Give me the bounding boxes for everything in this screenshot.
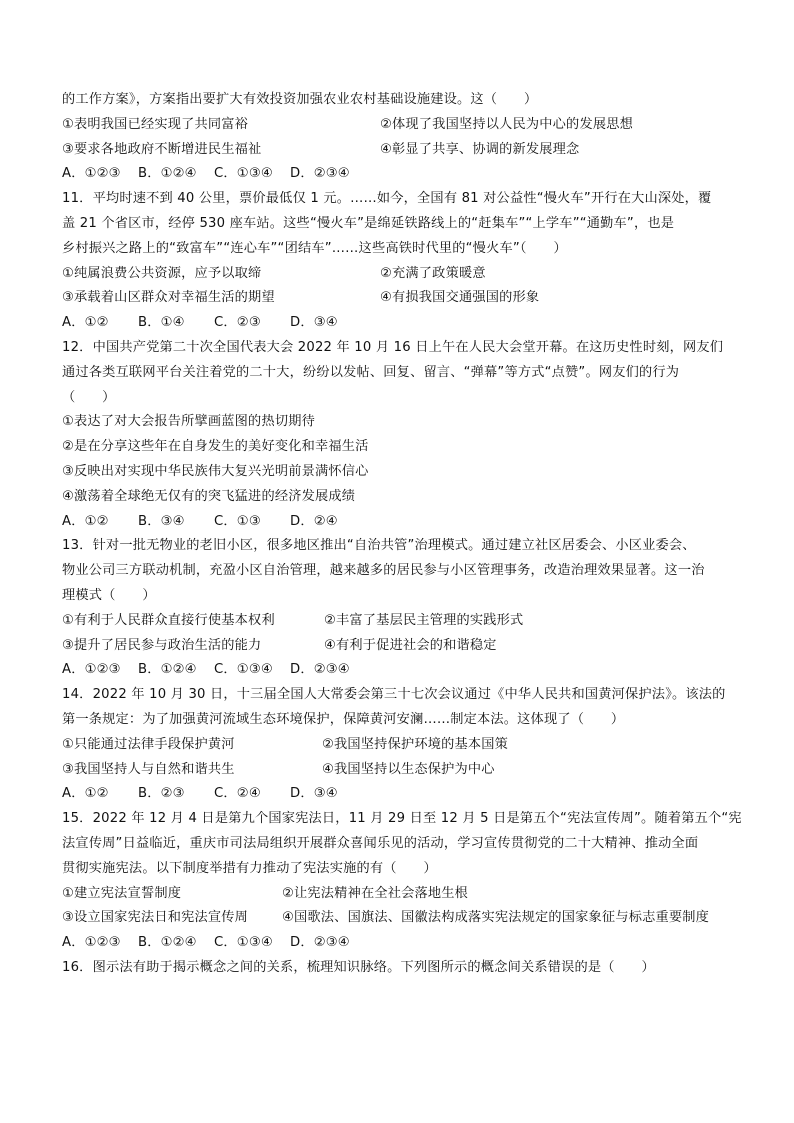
q14-option-4: ④我国坚持以生态保护为中心 (322, 761, 495, 777)
q12-choice-a[interactable]: A．①② (62, 513, 109, 529)
q10-stem: 的工作方案》，方案指出要扩大有效投资加强农业农村基础设施建设。这（ ） (62, 92, 538, 107)
q10-choice-c[interactable]: C．①③④ (214, 166, 273, 182)
q14-option-3: ③我国坚持人与自然和谐共生 (62, 761, 235, 777)
q11-choice-c[interactable]: C．②③ (214, 315, 261, 331)
q15-choice-a[interactable]: A．①②③ (62, 935, 121, 951)
q11-stem-line-1: 11．平均时速不到 40 公里，票价最低仅 1 元。……如今，全国有 81 对公益性“慢火车”开行在大山深处，覆 (62, 191, 712, 207)
q14-stem-line-1: 14．2022 年 10 月 30 日，十三届全国人大常委会第三十七次会议通过《中华人民共和国黄河保护法》。该法的 (62, 687, 726, 703)
q14-option-1: ①只能通过法律手段保护黄河 (62, 736, 235, 752)
q15-choices (62, 931, 742, 956)
q11-choice-b[interactable]: B．①④ (138, 315, 185, 331)
q10-option-2: ②体现了我国坚持以人民为中心的发展思想 (380, 116, 633, 132)
q13-option-1: ①有利于人民群众直接行使基本权利 (62, 612, 275, 628)
q11-choice-a[interactable]: A．①② (62, 315, 109, 331)
q14-choice-d[interactable]: D．③④ (290, 786, 338, 802)
q14-choice-a[interactable]: A．①② (62, 786, 109, 802)
q12-stem-line-3: （ ） (62, 389, 116, 405)
q12-option-3: ③反映出对实现中华民族伟大复兴光明前景满怀信心 (62, 463, 369, 479)
q12-stem-line-2: 通过各类互联网平台关注着党的二十大，纷纷以发帖、回复、留言、“弹幕”等方式“点赞”。网友们的行为 (62, 364, 680, 380)
q12-option-4: ④激荡着全球绝无仅有的突飞猛进的经济发展成绩 (62, 488, 356, 504)
q14-options-row-2 (62, 758, 742, 783)
q12-choice-c[interactable]: C．①③ (214, 513, 261, 529)
q10-choice-b[interactable]: B．①②④ (138, 166, 197, 182)
q13-choice-c[interactable]: C．①③④ (214, 662, 273, 678)
q12-choices (62, 510, 742, 535)
q13-option-4: ④有利于促进社会的和谐稳定 (324, 637, 497, 653)
q13-option-2: ②丰富了基层民主管理的实践形式 (324, 612, 524, 628)
q12-stem-line-1: 12．中国共产党第二十次全国代表大会 2022 年 10 月 16 日上午在人民大会堂开幕。在这历史性时刻，网友们 (62, 339, 724, 355)
q11-option-3: ③承载着山区群众对幸福生活的期望 (62, 290, 275, 306)
q14-stem-line-2: 第一条规定：为了加强黄河流域生态环境保护，保障黄河安澜……制定本法。这体现了（ ） (62, 711, 625, 727)
q15-stem-line-1: 15．2022 年 12 月 4 日是第九个国家宪法日，11 月 29 日至 12 月 5 日是第五个“宪法宣传周”。随着第五个“宪 (62, 811, 742, 827)
q10-options-row-1 (62, 113, 742, 138)
q15-choice-b[interactable]: B．①②④ (138, 935, 197, 951)
q10-option-1: ①表明我国已经实现了共同富裕 (62, 116, 249, 132)
q15-options-row-1 (62, 882, 742, 907)
q10-option-3: ③要求各地政府不断增进民生福祉 (62, 141, 262, 157)
q13-stem-line-3: 理模式（ ） (62, 587, 156, 603)
q10-choice-d[interactable]: D．②③④ (290, 166, 350, 182)
q10-choice-a[interactable]: A．①②③ (62, 166, 121, 182)
q15-options-row-2 (62, 906, 742, 931)
q11-options-row-2 (62, 286, 742, 311)
q15-choice-c[interactable]: C．①③④ (214, 935, 273, 951)
q12-choice-d[interactable]: D．②④ (290, 513, 338, 529)
q12-option-1: ①表达了对大会报告所擘画蓝图的热切期待 (62, 414, 315, 430)
q11-option-2: ②充满了政策暖意 (380, 265, 486, 281)
q12-option-2: ②是在分享这些年在自身发生的美好变化和幸福生活 (62, 439, 369, 455)
q15-stem-line-2: 法宣传周”日益临近，重庆市司法局组织开展群众喜闻乐见的活动，学习宣传贯彻党的二十大精神、推动全面 (62, 835, 699, 851)
q13-choice-a[interactable]: A．①②③ (62, 662, 121, 678)
q11-stem-line-2: 盖 21 个省区市，经停 530 座车站。这些“慢火车”是绵延铁路线上的“赶集车”“上学车”“通勤车”，也是 (62, 215, 675, 231)
q11-choice-d[interactable]: D．③④ (290, 315, 338, 331)
q11-option-1: ①纯属浪费公共资源，应予以取缔 (62, 265, 262, 281)
q15-option-1: ①建立宪法宣誓制度 (62, 885, 182, 901)
q12-choice-b[interactable]: B．③④ (138, 513, 185, 529)
exam-page (62, 88, 742, 981)
q10-choices (62, 162, 742, 187)
q11-choices (62, 311, 742, 336)
q14-choices (62, 782, 742, 807)
q11-stem-line-3: 乡村振兴之路上的“致富车”“连心车”“团结车”……这些高铁时代里的“慢火车”（ ） (62, 240, 567, 256)
q14-option-2: ②我国坚持保护环境的基本国策 (322, 736, 509, 752)
q13-choice-b[interactable]: B．①②④ (138, 662, 197, 678)
q15-option-3: ③设立国家宪法日和宪法宣传周 (62, 910, 249, 926)
q14-options-row-1 (62, 733, 742, 758)
q10-option-4: ④彰显了共享、协调的新发展理念 (380, 141, 580, 157)
q13-choices (62, 658, 742, 683)
q13-choice-d[interactable]: D．②③④ (290, 662, 350, 678)
q10-options-row-2 (62, 138, 742, 163)
q13-option-3: ③提升了居民参与政治生活的能力 (62, 637, 262, 653)
q16-stem: 16．图示法有助于揭示概念之间的关系，梳理知识脉络。下列图所示的概念间关系错误的是（ ） (62, 959, 655, 975)
q13-stem-line-1: 13．针对一批无物业的老旧小区，很多地区推出“自治共管”治理模式。通过建立社区居委会、小区业委会、 (62, 538, 696, 554)
q14-choice-b[interactable]: B．②③ (138, 786, 185, 802)
q15-option-2: ②让宪法精神在全社会落地生根 (282, 885, 469, 901)
q13-options-row-2 (62, 634, 742, 659)
q15-choice-d[interactable]: D．②③④ (290, 935, 350, 951)
q14-choice-c[interactable]: C．②④ (214, 786, 261, 802)
q15-stem-line-3: 贯彻实施宪法。以下制度举措有力推动了宪法实施的有（ ） (62, 860, 437, 876)
q13-stem-line-2: 物业公司三方联动机制，充盈小区自治管理，越来越多的居民参与小区管理事务，改造治理效果显著。这一治 (62, 563, 705, 579)
q15-option-4: ④国歌法、国旗法、国徽法构成落实宪法规定的国家象征与标志重要制度 (282, 910, 710, 926)
q11-options-row-1 (62, 262, 742, 287)
q11-option-4: ④有损我国交通强国的形象 (380, 290, 540, 306)
q13-options-row-1 (62, 609, 742, 634)
